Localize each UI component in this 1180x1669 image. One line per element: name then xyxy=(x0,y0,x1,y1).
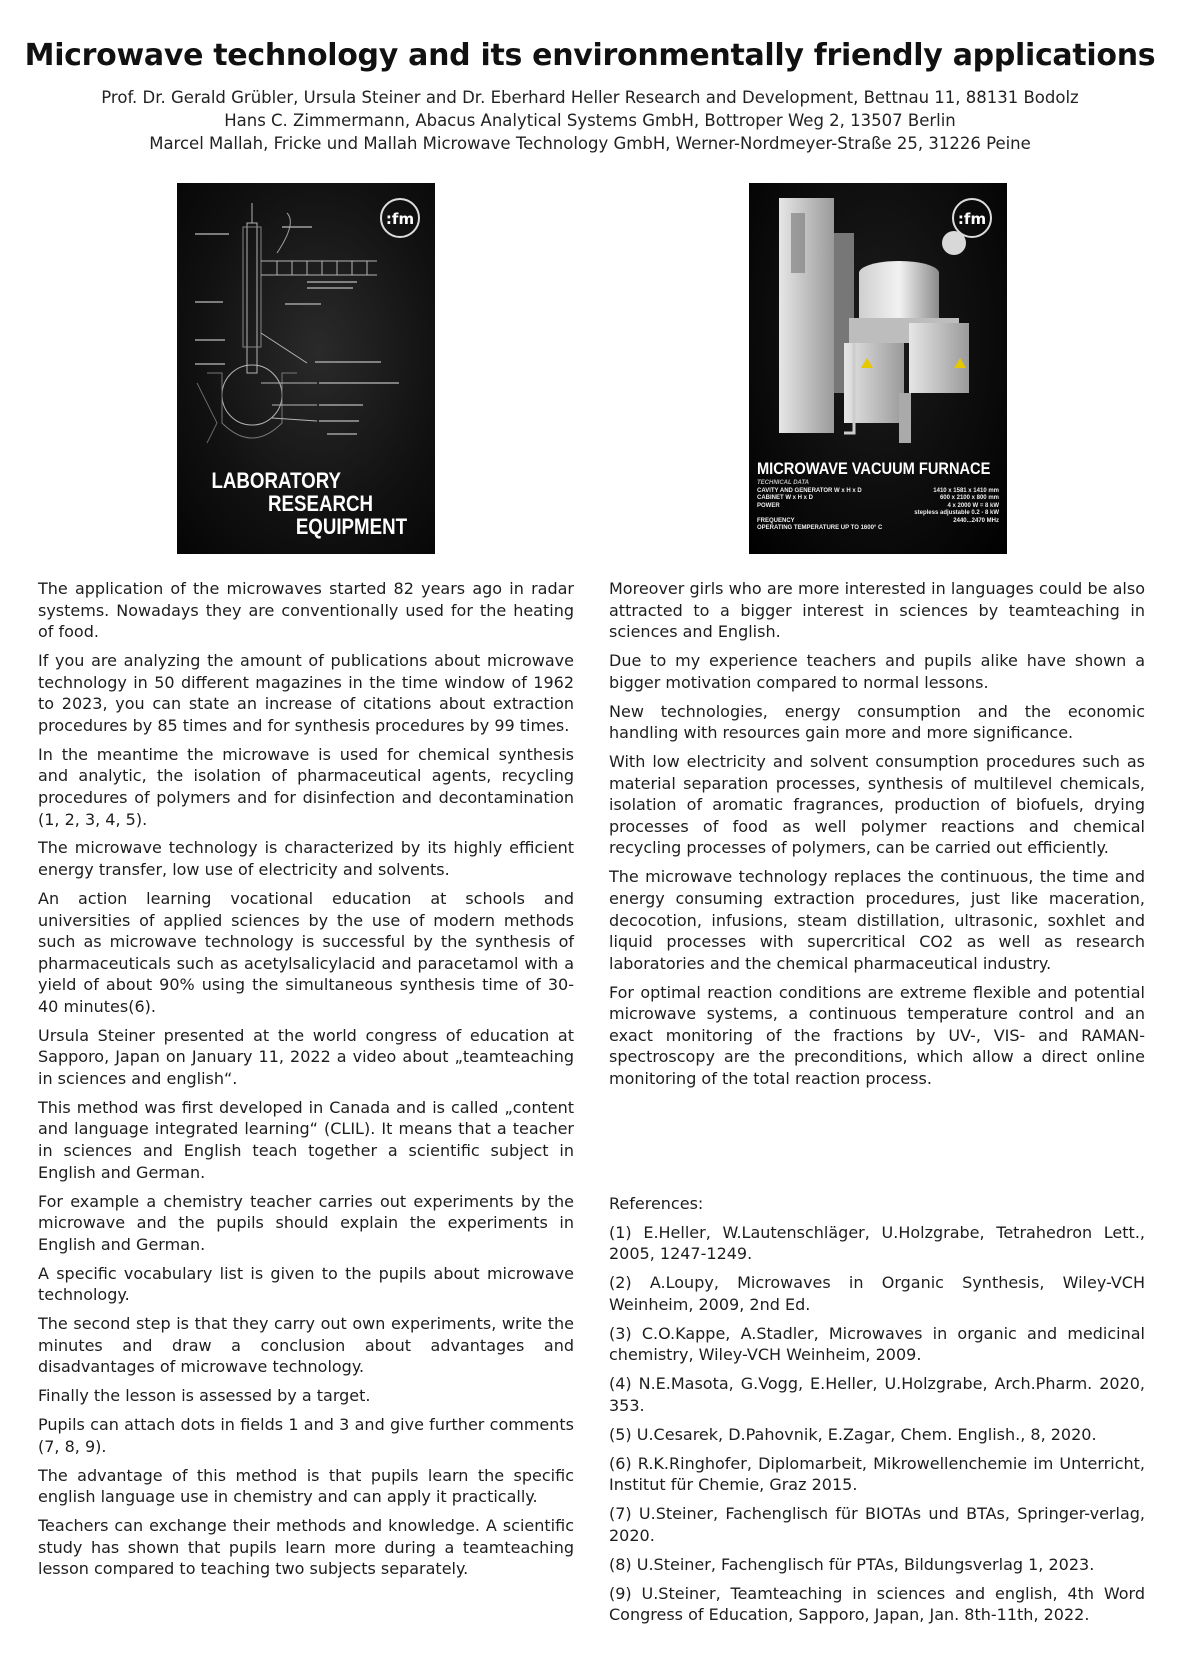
paragraph: The microwave technology is characterized by its highly efficient energy transfer, low use of electricity and solvents. xyxy=(38,838,574,880)
paragraph: Due to my experience teachers and pupils alike have shown a bigger motivation compared to normal lessons. xyxy=(609,651,1145,692)
technical-data-row: OPERATING TEMPERATURE UP TO 1600° C xyxy=(757,525,883,531)
author-line: Prof. Dr. Gerald Grübler, Ursula Steiner and Dr. Eberhard Heller Research and Development, Bettnau 11, 88131 Bodolz xyxy=(101,88,1079,107)
technical-data-row: stepless adjustable 0.2 - 8 kW xyxy=(914,510,999,516)
reference-item: (9) U.Steiner, Teamteaching in sciences and english, 4th Word Congress of Education, Sapporo, Japan, Jan. 8th-11th, 2022. xyxy=(609,1583,1145,1625)
page-title: Microwave technology and its environmentally friendly applications xyxy=(24,38,1156,73)
reference-item: (8) U.Steiner, Fachenglisch für PTAs, Bildungsverlag 1, 2023. xyxy=(609,1554,1095,1574)
paragraph: For example a chemistry teacher carries out experiments by the microwave and the pupils should explain the experiments in English and German. xyxy=(38,1191,574,1254)
paragraph: An action learning vocational education at schools and universities of applied sciences by the use of modern methods such as microwave technology is successful by the synthesis of pharmaceuticals such as acetylsalicylacid and paracetamol with a yield of about 90% using the simultaneous synthesis time of 30-40 minutes(6). xyxy=(38,888,574,1016)
reference-item: (1) E.Heller, W.Lautenschläger, U.Holzgrabe, Tetrahedron Lett., 2005, 1247-1249. xyxy=(609,1222,1145,1264)
technical-data-table xyxy=(757,480,999,533)
reference-item: (5) U.Cesarek, D.Pahovnik, E.Zagar, Chem. English., 8, 2020. xyxy=(609,1424,1097,1444)
paragraph: New technologies, energy consumption and the economic handling with resources gain more and more significance. xyxy=(609,701,1145,743)
fm-logo: :fm xyxy=(952,198,992,238)
poster-title-line: EQUIPMENT xyxy=(295,514,407,539)
reference-item: (6) R.K.Ringhofer, Diplomarbeit, Mikrowellenchemie im Unterricht, Institut für Chemie, Graz 2015. xyxy=(609,1453,1145,1495)
paragraph: Ursula Steiner presented at the world congress of education at Sapporo, Japan on January 11, 2022 a video about „teamteaching in sciences and english“. xyxy=(38,1025,574,1088)
paragraph: This method was first developed in Canada and is called „content and language integrated learning“ (CLIL). It means that a teacher in sciences and English teach together a scientific subject in English and German. xyxy=(38,1097,574,1182)
technical-data-row: POWER 4 x 2000 W = 8 kW xyxy=(757,502,999,509)
author-line: Marcel Mallah, Fricke und Mallah Microwave Technology GmbH, Werner-Nordmeyer-Straße 25, 31226 Peine xyxy=(149,134,1031,153)
poster-title-line: LABORATORY xyxy=(211,468,342,493)
technical-data-row: CAVITY AND GENERATOR W x H x D 1410 x 1581 x 1410 mm xyxy=(757,487,999,494)
paragraph: For optimal reaction conditions are extreme flexible and potential microwave systems, a continuous temperature control and an exact monitoring of the fractions by UV-, VIS- and RAMAN-spectroscopy are the preconditions, which allow a direct online monitoring of the total reaction process. xyxy=(609,982,1145,1088)
paragraph: Pupils can attach dots in fields 1 and 3 and give further comments (7, 8, 9). xyxy=(38,1415,574,1456)
references-section xyxy=(609,1193,1145,1633)
paragraph: Teachers can exchange their methods and knowledge. A scientific study has shown that pupils learn more during a teamteaching lesson compared to teaching two subjects separately. xyxy=(38,1516,574,1579)
paragraph: The application of the microwaves started 82 years ago in radar systems. Nowadays they are conventionally used for the heating of food. xyxy=(38,579,574,642)
technical-data-heading: TECHNICAL DATA xyxy=(757,480,809,486)
poster-title: MICROWAVE VACUUM FURNACE xyxy=(757,459,991,478)
poster-title-line: RESEARCH xyxy=(268,491,373,516)
paragraph: With low electricity and solvent consumption procedures such as material separation processes, synthesis of multilevel chemicals, isolation of aromatic fragrances, production of biofuels, drying processes of food as well polymer reactions and chemical recycling processes of polymers, can be carried out efficiently. xyxy=(609,752,1145,858)
technical-data-row: FREQUENCY 2440...2470 MHz xyxy=(757,517,999,524)
technical-data-row: CABINET W x H x D 600 x 2100 x 800 mm xyxy=(757,495,999,501)
left-column xyxy=(38,578,574,1587)
reference-item: (3) C.O.Kappe, A.Stadler, Microwaves in organic and medicinal chemistry, Wiley-VCH Weinheim, 2009. xyxy=(609,1323,1145,1365)
microwave-furnace-poster xyxy=(749,183,1007,554)
paragraph: A specific vocabulary list is given to the pupils about microwave technology. xyxy=(38,1263,574,1305)
paragraph: Moreover girls who are more interested in languages could be also attracted to a bigger interest in sciences by teamteaching in sciences and English. xyxy=(609,579,1145,642)
paragraph: Finally the lesson is assessed by a target. xyxy=(38,1386,371,1406)
author-line: Hans C. Zimmermann, Abacus Analytical Systems GmbH, Bottroper Weg 2, 13507 Berlin xyxy=(224,111,956,130)
paragraph: If you are analyzing the amount of publications about microwave technology in 50 different magazines in the time window of 1962 to 2023, you can state an increase of citations about extraction procedures by 85 times and for synthesis procedures by 99 times. xyxy=(38,651,574,735)
fm-logo: :fm xyxy=(380,198,420,238)
laboratory-equipment-poster xyxy=(177,183,435,554)
paragraph: The second step is that they carry out own experiments, write the minutes and draw a conclusion about advantages and disadvantages of microwave technology. xyxy=(38,1314,574,1377)
paragraph: The microwave technology replaces the continuous, the time and energy consuming extraction procedures, just like maceration, decocotion, infusions, steam distillation, ultrasonic, soxhlet and liquid processes with supercritical CO2 as well as research laboratories and the chemical pharmaceutical industry. xyxy=(609,867,1145,973)
reference-item: (7) U.Steiner, Fachenglisch für BIOTAs und BTAs, Springer-verlag, 2020. xyxy=(609,1504,1145,1545)
paragraph: The advantage of this method is that pupils learn the specific english language use in chemistry and can apply it practically. xyxy=(38,1465,574,1507)
author-list xyxy=(0,86,1180,155)
paragraph: In the meantime the microwave is used for chemical synthesis and analytic, the isolation of pharmaceutical agents, recycling procedures of polymers and for disinfection and decontamination (1, 2, 3, 4, 5). xyxy=(38,744,574,829)
right-column xyxy=(609,578,1145,1097)
reference-item: (2) A.Loupy, Microwaves in Organic Synthesis, Wiley-VCH Weinheim, 2009, 2nd Ed. xyxy=(609,1273,1145,1314)
reference-item: (4) N.E.Masota, G.Vogg, E.Heller, U.Holzgrabe, Arch.Pharm. 2020, 353. xyxy=(609,1374,1145,1415)
references-heading: References: xyxy=(609,1194,704,1213)
poster-title xyxy=(212,469,408,538)
